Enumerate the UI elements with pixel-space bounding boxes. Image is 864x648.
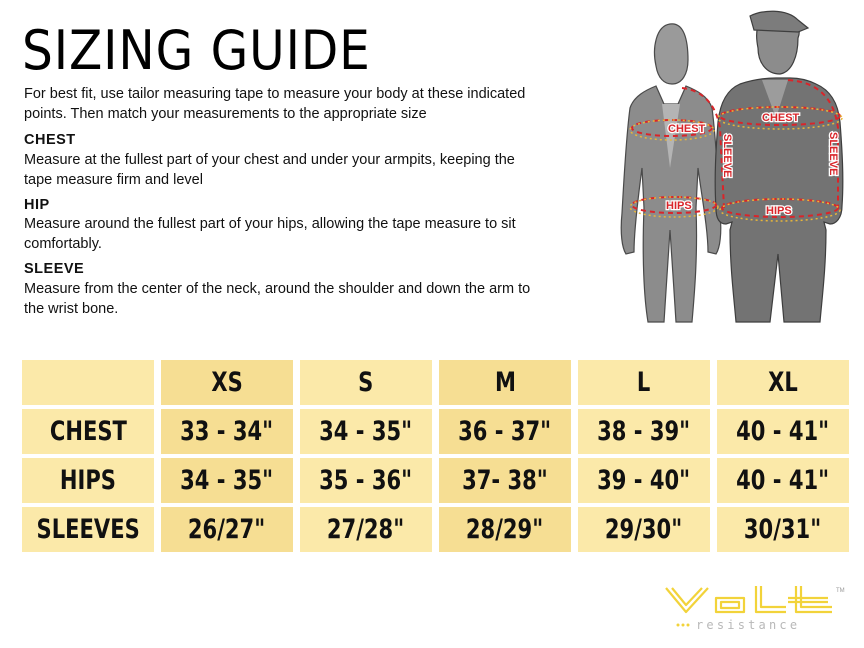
size-header-xs: XS (161, 360, 293, 405)
figure-label-sleeve-left: SLEEVE (721, 134, 733, 178)
table-cell: 27/28" (300, 507, 432, 552)
table-cell: 40 - 41" (717, 458, 849, 503)
hip-heading: HIP (24, 197, 50, 213)
hip-instructions: Measure around the fullest part of your hips, allowing the tape measure to sit comfortably. (24, 216, 516, 252)
table-corner-cell (22, 360, 154, 405)
table-cell: 33 - 34" (161, 409, 293, 454)
row-label-hips: HIPS (22, 458, 154, 503)
figure-label-hips-left: HIPS (666, 200, 692, 212)
size-header-s: S (300, 360, 432, 405)
row-label-sleeves: SLEEVES (22, 507, 154, 552)
table-cell: 34 - 35" (161, 458, 293, 503)
size-chart-table (22, 360, 849, 552)
table-cell: 30/31" (717, 507, 849, 552)
table-cell: 28/29" (439, 507, 571, 552)
logo-tagline: resistance (696, 618, 801, 632)
table-cell: 39 - 40" (578, 458, 710, 503)
table-cell: 40 - 41" (717, 409, 849, 454)
chest-instructions: Measure at the fullest part of your chest and under your armpits, keeping the tape measure firm and level (24, 152, 515, 188)
volt-resistance-logo (664, 578, 850, 634)
intro-text: For best fit, use tailor measuring tape to measure your body at these indicated points. Then match your measurements to the appropriate size (24, 86, 526, 122)
table-cell: 36 - 37" (439, 409, 571, 454)
table-cell: 29/30" (578, 507, 710, 552)
man-figure (715, 11, 843, 322)
size-header-xl: XL (717, 360, 849, 405)
figure-label-hips-right: HIPS (766, 205, 792, 217)
sleeve-instructions: Measure from the center of the neck, around the shoulder and down the arm to the wrist bone. (24, 281, 531, 317)
measurement-illustration (612, 8, 858, 326)
size-header-l: L (578, 360, 710, 405)
table-cell: 26/27" (161, 507, 293, 552)
table-cell: 34 - 35" (300, 409, 432, 454)
figure-label-chest-right: CHEST (762, 112, 800, 124)
table-cell: 35 - 36" (300, 458, 432, 503)
page-title: SIZING GUIDE (22, 19, 371, 82)
row-label-chest: CHEST (22, 409, 154, 454)
sleeve-heading: SLEEVE (24, 261, 85, 277)
woman-figure (621, 24, 721, 322)
figure-label-sleeve-right: SLEEVE (827, 132, 839, 176)
table-cell: 37- 38" (439, 458, 571, 503)
chest-heading: CHEST (24, 132, 76, 148)
table-cell: 38 - 39" (578, 409, 710, 454)
figure-label-chest-left: CHEST (668, 123, 706, 135)
logo-trademark: TM (836, 588, 845, 594)
size-header-m: M (439, 360, 571, 405)
